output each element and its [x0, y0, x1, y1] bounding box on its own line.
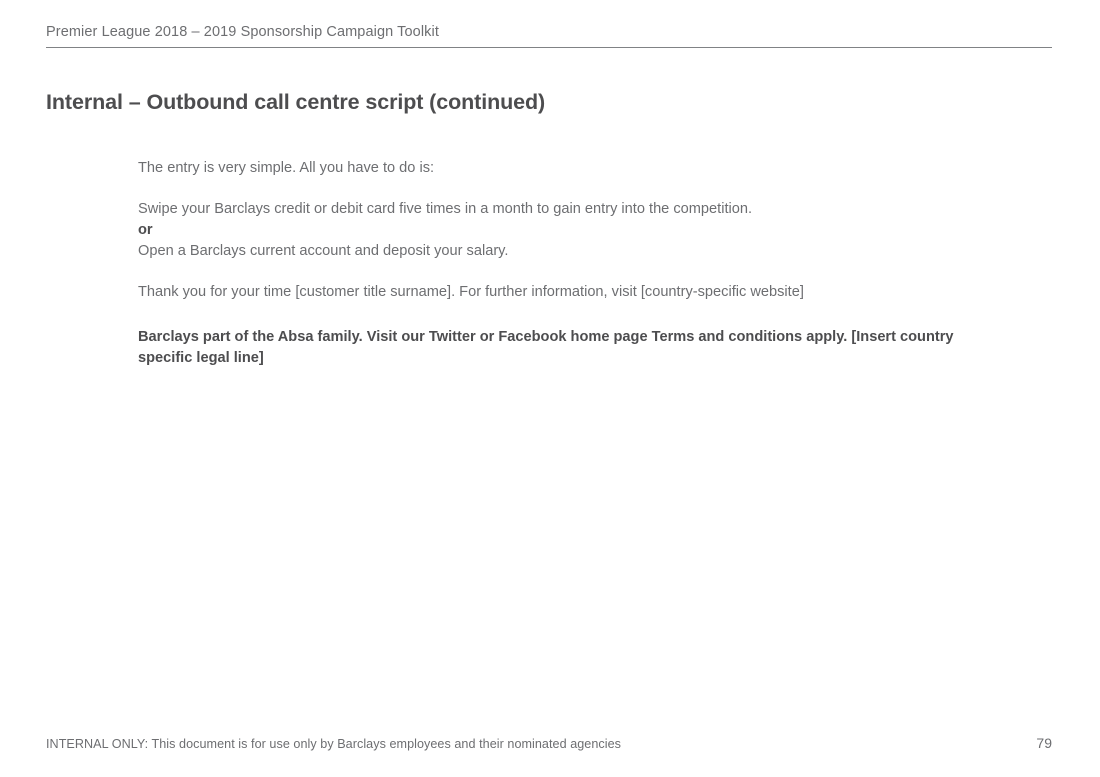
signoff-line-2: Visit our Twitter or Facebook home page — [366, 329, 648, 345]
body-content — [138, 158, 958, 369]
entry-option-one: Swipe your Barclays credit or debit card five times in a month to gain entry into the competition. — [138, 201, 753, 217]
footer-page-number: 79 — [1036, 735, 1052, 751]
intro-paragraph: The entry is very simple. All you have to do is: — [138, 160, 435, 176]
page-footer — [46, 735, 1052, 751]
signoff-block — [138, 327, 958, 369]
entry-options-paragraph — [138, 199, 958, 262]
header-divider — [46, 47, 1052, 48]
header-title: Premier League 2018 – 2019 Sponsorship Campaign Toolkit — [46, 24, 439, 40]
signoff-line-1: Barclays part of the Absa family. — [138, 329, 363, 345]
closing-paragraph: Thank you for your time [customer title surname]. For further information, visit [country-specific website] — [138, 284, 804, 300]
page-header — [46, 22, 1052, 48]
entry-option-separator: or — [138, 222, 153, 238]
footer-confidentiality-note: INTERNAL ONLY: This document is for use only by Barclays employees and their nominated agencies — [46, 737, 622, 751]
page-title: Internal – Outbound call centre script (continued) — [46, 90, 546, 114]
entry-option-two: Open a Barclays current account and deposit your salary. — [138, 243, 509, 259]
signoff-line-3: Terms and conditions apply. [Insert country specific legal line] — [138, 329, 954, 366]
